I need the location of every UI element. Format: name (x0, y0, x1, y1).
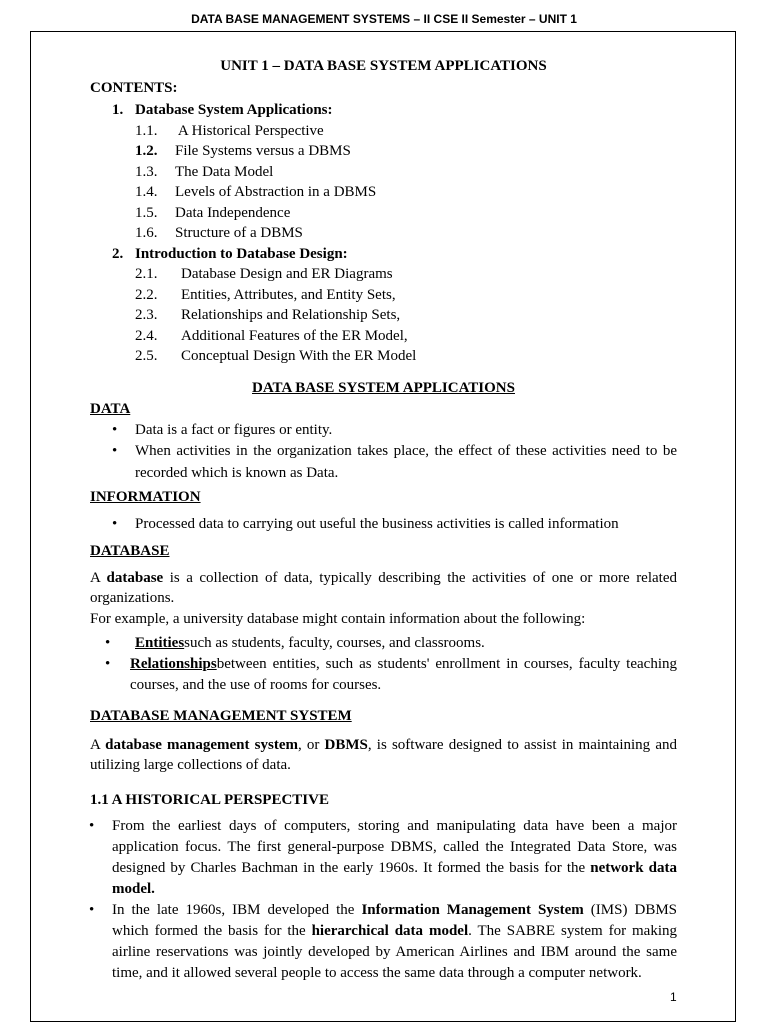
text-run: Information Management System (361, 902, 584, 918)
toc-subnumber: 2.1. (135, 266, 158, 282)
text-run: database management system (105, 736, 298, 753)
text-run: is a collection of data, typically describing the activities of one or more related organizations. (90, 569, 677, 606)
term-entities: Entities (135, 635, 185, 651)
text-run: From the earliest days of computers, storing and manipulating data have been a major application focus. The first general-purpose DBMS, called the Integrated Data Store, was designed by Charles Bachman in the early 1960s. It formed the basis for the (112, 818, 677, 876)
list-item (90, 633, 677, 654)
toc-item-2 (112, 244, 677, 265)
toc-sublabel: Data Independence (175, 204, 291, 221)
toc-subitem (135, 182, 677, 203)
database-bullet-list (90, 633, 677, 696)
toc-sublabel: Relationships and Relationship Sets, (181, 307, 401, 323)
toc-number: 1. (112, 102, 124, 118)
toc-sublabel: Database Design and ER Diagrams (181, 266, 393, 282)
list-item: • Processed data to carrying out useful the business activities is called information (90, 514, 677, 536)
toc-sublabel: File Systems versus a DBMS (175, 143, 351, 159)
toc-subnumber: 1.4. (135, 184, 158, 200)
unit-title: UNIT 1 – DATA BASE SYSTEM APPLICATIONS (220, 58, 547, 74)
toc-sublabel: The Data Model (175, 163, 274, 180)
list-item (89, 900, 677, 984)
toc-subnumber: 1.6. (135, 225, 158, 241)
toc-subnumber: 2.3. (135, 307, 158, 323)
data-bullet-list (90, 420, 677, 485)
toc-subnumber: 2.5. (135, 348, 158, 364)
dbms-heading: DATABASE MANAGEMENT SYSTEM (90, 708, 352, 724)
text-run: A (90, 569, 107, 586)
toc-subnumber: 1.1. (135, 122, 158, 139)
text-run: DBMS (324, 736, 368, 753)
term-relationships: Relationships (130, 656, 217, 672)
toc-sublabel: Additional Features of the ER Model, (181, 327, 408, 344)
toc-subitem (135, 162, 677, 183)
history-heading: 1.1 A HISTORICAL PERSPECTIVE (90, 791, 329, 808)
toc-subnumber: 1.2. (135, 143, 158, 159)
data-heading: DATA (90, 401, 131, 417)
information-heading: INFORMATION (90, 489, 201, 505)
text-run: database (106, 569, 164, 586)
toc-subitem (135, 141, 677, 162)
list-item: • Data is a fact or figures or entity. (90, 420, 677, 442)
toc-subnumber: 2.2. (135, 286, 158, 303)
history-bullet-list (89, 816, 677, 984)
toc-subnumber: 1.3. (135, 163, 158, 180)
text-run: , is software designed to assist in maintaining and utilizing large collections of data. (90, 736, 677, 773)
toc-label: Introduction to Database Design: (135, 245, 348, 262)
list-item (90, 654, 677, 696)
toc-number: 2. (112, 245, 124, 262)
text-run: network data model. (112, 860, 677, 897)
page-header: DATA BASE MANAGEMENT SYSTEMS – II CSE II Semester – UNIT 1 (191, 12, 577, 26)
toc-subitem (135, 285, 677, 306)
database-heading: DATABASE (90, 543, 170, 559)
database-definition (90, 568, 677, 609)
text-run: A (90, 736, 106, 753)
toc-subitem (135, 223, 677, 244)
toc-subnumber: 1.5. (135, 204, 158, 221)
information-bullet-list (90, 514, 677, 536)
toc-sublabel: Levels of Abstraction in a DBMS (175, 184, 377, 200)
toc-sublabel: Conceptual Design With the ER Model (181, 348, 417, 364)
text-run: such as students, faculty, courses, and classrooms. (184, 635, 485, 651)
text-run: , or (297, 736, 325, 753)
toc-sublabel: Entities, Attributes, and Entity Sets, (181, 286, 396, 303)
list-item: • When activities in the organization takes place, the effect of these activities need to be recorded which is known as Data. (90, 441, 677, 484)
section-heading: DATA BASE SYSTEM APPLICATIONS (252, 379, 515, 396)
toc-subitem (135, 203, 677, 224)
text-run: hierarchical data model (311, 923, 469, 939)
list-item (89, 816, 677, 900)
text-run: (IMS) DBMS which formed the basis for the (112, 902, 678, 939)
toc-sublabel: Structure of a DBMS (175, 225, 303, 241)
dbms-definition (90, 735, 677, 776)
document-body (90, 56, 677, 984)
toc-subitem (135, 264, 677, 285)
toc-sublabel: A Historical Perspective (175, 122, 324, 139)
text-run: between entities, such as students' enrollment in courses, faculty teaching courses, and the use of rooms for courses. (130, 656, 677, 693)
toc-subitem (135, 346, 677, 367)
toc-subnumber: 2.4. (135, 327, 158, 344)
toc-label: Database System Applications: (135, 102, 333, 118)
toc-subitem (135, 305, 677, 326)
toc-subitem (135, 326, 677, 347)
text-run: . The SABRE system for making airline reservations was jointly developed by American Airlines and IBM around the same time, and it allowed several people to access the same data through a computer network. (112, 923, 677, 981)
database-example-intro: For example, a university database might contain information about the following: (90, 610, 586, 627)
contents-label: CONTENTS: (90, 79, 178, 96)
toc-item-1 (112, 100, 677, 121)
page-number: 1 (670, 990, 677, 1004)
text-run: In the late 1960s, IBM developed the (112, 902, 362, 918)
toc-subitem (135, 121, 677, 142)
